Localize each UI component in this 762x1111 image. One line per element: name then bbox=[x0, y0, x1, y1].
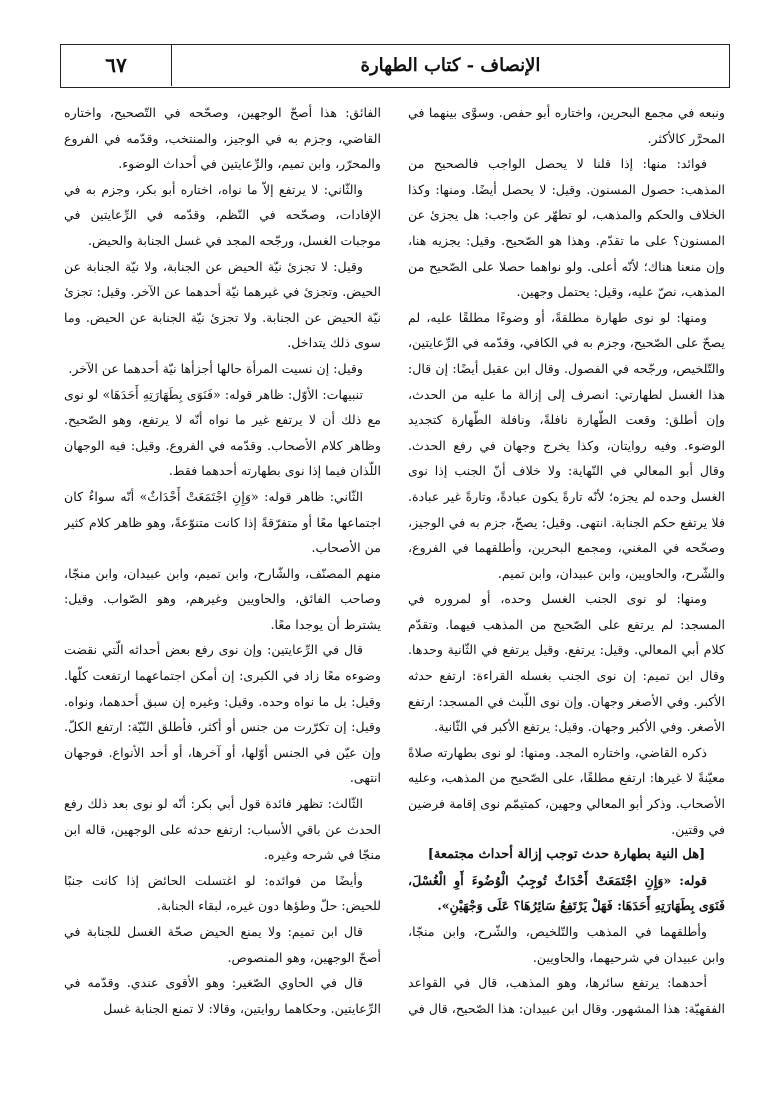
paragraph: قال ابن تميم: ولا يمنع الحيض صحّة الغسل للجنابة في أصحّ الوجهين، وهو المنصوص. bbox=[64, 924, 381, 965]
page-number: ٦٧ bbox=[61, 45, 172, 86]
paragraph: فوائد: منها: إذا قلنا لا يحصل الواجب فالصحيح من المذهب: حصول المسنون. وقيل: لا يحصل أيضًا. ومنها: وكذا الخلاف والحكم والمذهب، لو تطهّر عن واجب: هل يجزئ عن المسنون؟ على ما تقدّم. وهذا هو الصّحيح. وقيل: يجزيه هنا، وإن منعنا هناك؛ لأنّه أعلى. ولو نواهما حصلا على الصّحيح من المذهب، نصّ عليه، وقيل: يحتمل وجهين. bbox=[408, 156, 725, 300]
paragraph: وأيضًا من فوائده: لو اغتسلت الحائض إذا كانت جنبًا للحيض: حلّ وطؤها دون غيره، لبقاء الجنابة. bbox=[64, 872, 381, 914]
section-heading: [هل النية بطهارة حدث توجب إزالة أحداث مجتمعة] bbox=[427, 847, 706, 863]
left-column bbox=[64, 100, 381, 1105]
paragraph: وقيل: إن نسيت المرأة حالها أجزأها نيّة أحدهما عن الآخر. bbox=[68, 360, 363, 376]
paragraph: أحدهما: يرتفع سائرها، وهو المذهب، قال في القواعد الفقهيّة: هذا المشهور. وقال ابن عبيدان: هذا الصّحيح، قال في bbox=[408, 975, 725, 1016]
paragraph: منهم المصنّف، والشّارح، وابن تميم، وابن عبيدان، وابن منجّا، وصاحب الفائق، والحاويين وغيرهم، وهو الصّواب. وقيل: يشترط أن يوجدا معًا. bbox=[64, 565, 381, 632]
paragraph: وأطلقهما في المذهب والتّلخيص، والشّرح، وابن منجّا، وابن عبيدان في شرحيهما، والحاويين. bbox=[408, 924, 725, 965]
paragraph: تنبيهات: الأوّل: ظاهر قوله: «فَنَوَى بِطَهَارَتِهِ أَحَدَهَا» لو نوى مع ذلك أن لا يرتفع غير ما نواه أنّه لا يرتفع، وهو الصّحيح. وظاهر كلام الأصحاب. وقدّمه في الفروع. وقيل: فيه الوجهان اللّذان فيما إذا نوى بطهارته أحدهما فقط. bbox=[64, 386, 381, 479]
paragraph: ومنها: لو نوى الجنب الغسل وحده، أو لمروره في المسجد: لم يرتفع على الصّحيح من المذهب فيهما. وتقدّم كلام أبي المعالي. وقيل: يرتفع. وقيل يرتفع في الثّانية وحدها. وقال ابن تميم: إن نوى الجنب بغسله القراءة: ارتفع حدثه الأكبر. وفي الأصغر وجهان. وإن نوى اللّبث في المسجد: ارتفع الأصغر. وفي الأكبر وجهان. وقيل: يرتفع الأكبر في الثّانية. bbox=[408, 591, 725, 735]
paragraph: وقيل: لا تجزئ نيّة الحيض عن الجنابة، ولا نيّة الجنابة عن الحيض. وتجزئ في غيرهما نيّة أحدهما عن الآخر. وقيل: تجزئ نيّة الحيض عن الجنابة. ولا تجزئ نيّة الجنابة عن الحيض. وما سوى ذلك يتداخل. bbox=[64, 258, 381, 351]
paragraph: والثّاني: لا يرتفع إلاّ ما نواه، اختاره أبو بكر، وجزم به في الإفادات، وصحّحه في النّظم، وقدّمه في الرِّعايتين في موجبات الغسل، ورجّحه المجد في غسل الجنابة والحيض. bbox=[64, 181, 381, 248]
paragraph: الثّالث: تظهر فائدة قول أبي بكر: أنّه لو نوى بعد ذلك رفع الحدث عن باقي الأسباب: ارتفع حدثه على الوجهين، قاله ابن منجّا في شرحه وغيره. bbox=[64, 796, 381, 863]
paragraph: ومنها: لو نوى طهارة مطلقةً، أو وضوءًا مطلقًا عليه، لم يصحّ على الصّحيح، وجزم به في الكافي، وقدّمه في الرِّعايتين، والتّلخيص، ورجّحه في الفصول. وقال ابن عقيل أيضًا: إن قال: هذا الغسل لطهارتي: انصرف إلى إزالة ما عليه من الحدث، وإن أطلق: وقعت الطّهارة نافلةً، ونافلة الطّهارة كتجديد الوضوء. وفيه روايتان، وكذا يخرج وجهان في رفع الحدث. وقال أبو المعالي في النّهاية: ولا خلاف أنّ الجنب إذا نوى الغسل وحده لم يجزه؛ لأنّه تارةً يكون عبادةً، وتارةً غير عبادة. فلا يرتفع حكم الجنابة. انتهى. وقيل: يصحّ، جزم به في الوجيز، وصحّحه في المغني، ومجمع البحرين، وأطلقهما في الفروع، والشّرح، والحاويين، وابن عبيدان، وابن تميم. bbox=[408, 309, 725, 581]
right-column bbox=[408, 100, 725, 1105]
paragraph: الفائق: هذا أصحّ الوجهين، وصحّحه في التّصحيح، واختاره القاضي، وجزم به في الوجيز، والمنتخب، وقدّمه في الفروع والمحرّر، وابن تميم، والرِّعايتين في أحداث الوضوء. bbox=[64, 105, 381, 172]
page-title: الإنصاف - كتاب الطهارة bbox=[360, 55, 541, 76]
paragraph: الثّاني: ظاهر قوله: «وَإِنِ اجْتَمَعَتْ أَحْدَاثٌ» أنّه سواءٌ كان اجتماعها معًا أو متفرّقةً إذا كانت متنوّعةً، وهو ظاهر كلام كثير من الأصحاب. bbox=[64, 488, 381, 556]
paragraph: ذكره القاضي، واختاره المجد. ومنها: لو نوى بطهارته صلاةً معيّنةً لا غيرها: ارتفع مطلقًا، على الصّحيح من المذهب، وعليه الأصحاب. وذكر أبو المعالي وجهين، كمتيمّم نوى إقامة فرضين في وقتين. bbox=[408, 744, 725, 837]
paragraph: قال في الرِّعايتين: وإن نوى رفع بعض أحداثه الّتي نقضت وضوءه معًا زاد في الكبرى: إن أمكن اجتماعهما ارتفعت كلّها. وقيل: بل ما نواه وحده. وقيل: وغيره إن سبق أحدهما، ونواه. وقيل: إن تكرّرت من جنس أو أكثر، فأطلق النّيّة: ارتفع الكلّ. وإن عيّن في الجنس أوّلها، أو آخرها، أو أحد الأنواع. فوجهان انتهى. bbox=[64, 642, 381, 786]
quoted-text: قوله: «وَإِنِ اجْتَمَعَتْ أَحْدَاثٌ تُوجِبُ الْوُضُوءَ أَوِ الْغُسْلَ، فَنَوَى بِطَهَارَتِهِ أَحَدَهَا: فَهَلْ يَرْتَفِعُ سَائِرُهَا؟ عَلَى وَجْهَيْنِ». bbox=[408, 872, 725, 914]
running-header bbox=[60, 44, 730, 88]
paragraph: ونبعه في مجمع البحرين، واختاره أبو حفص. وسوَّى بينهما في المحرَّر كالأكثر. bbox=[408, 105, 725, 146]
paragraph: قال في الحاوي الصّغير: وهو الأقوى عندي. وقدّمه في الرِّعايتين. وحكاهما روايتين، وقالا: لا تمنع الجنابة غسل bbox=[64, 975, 381, 1016]
